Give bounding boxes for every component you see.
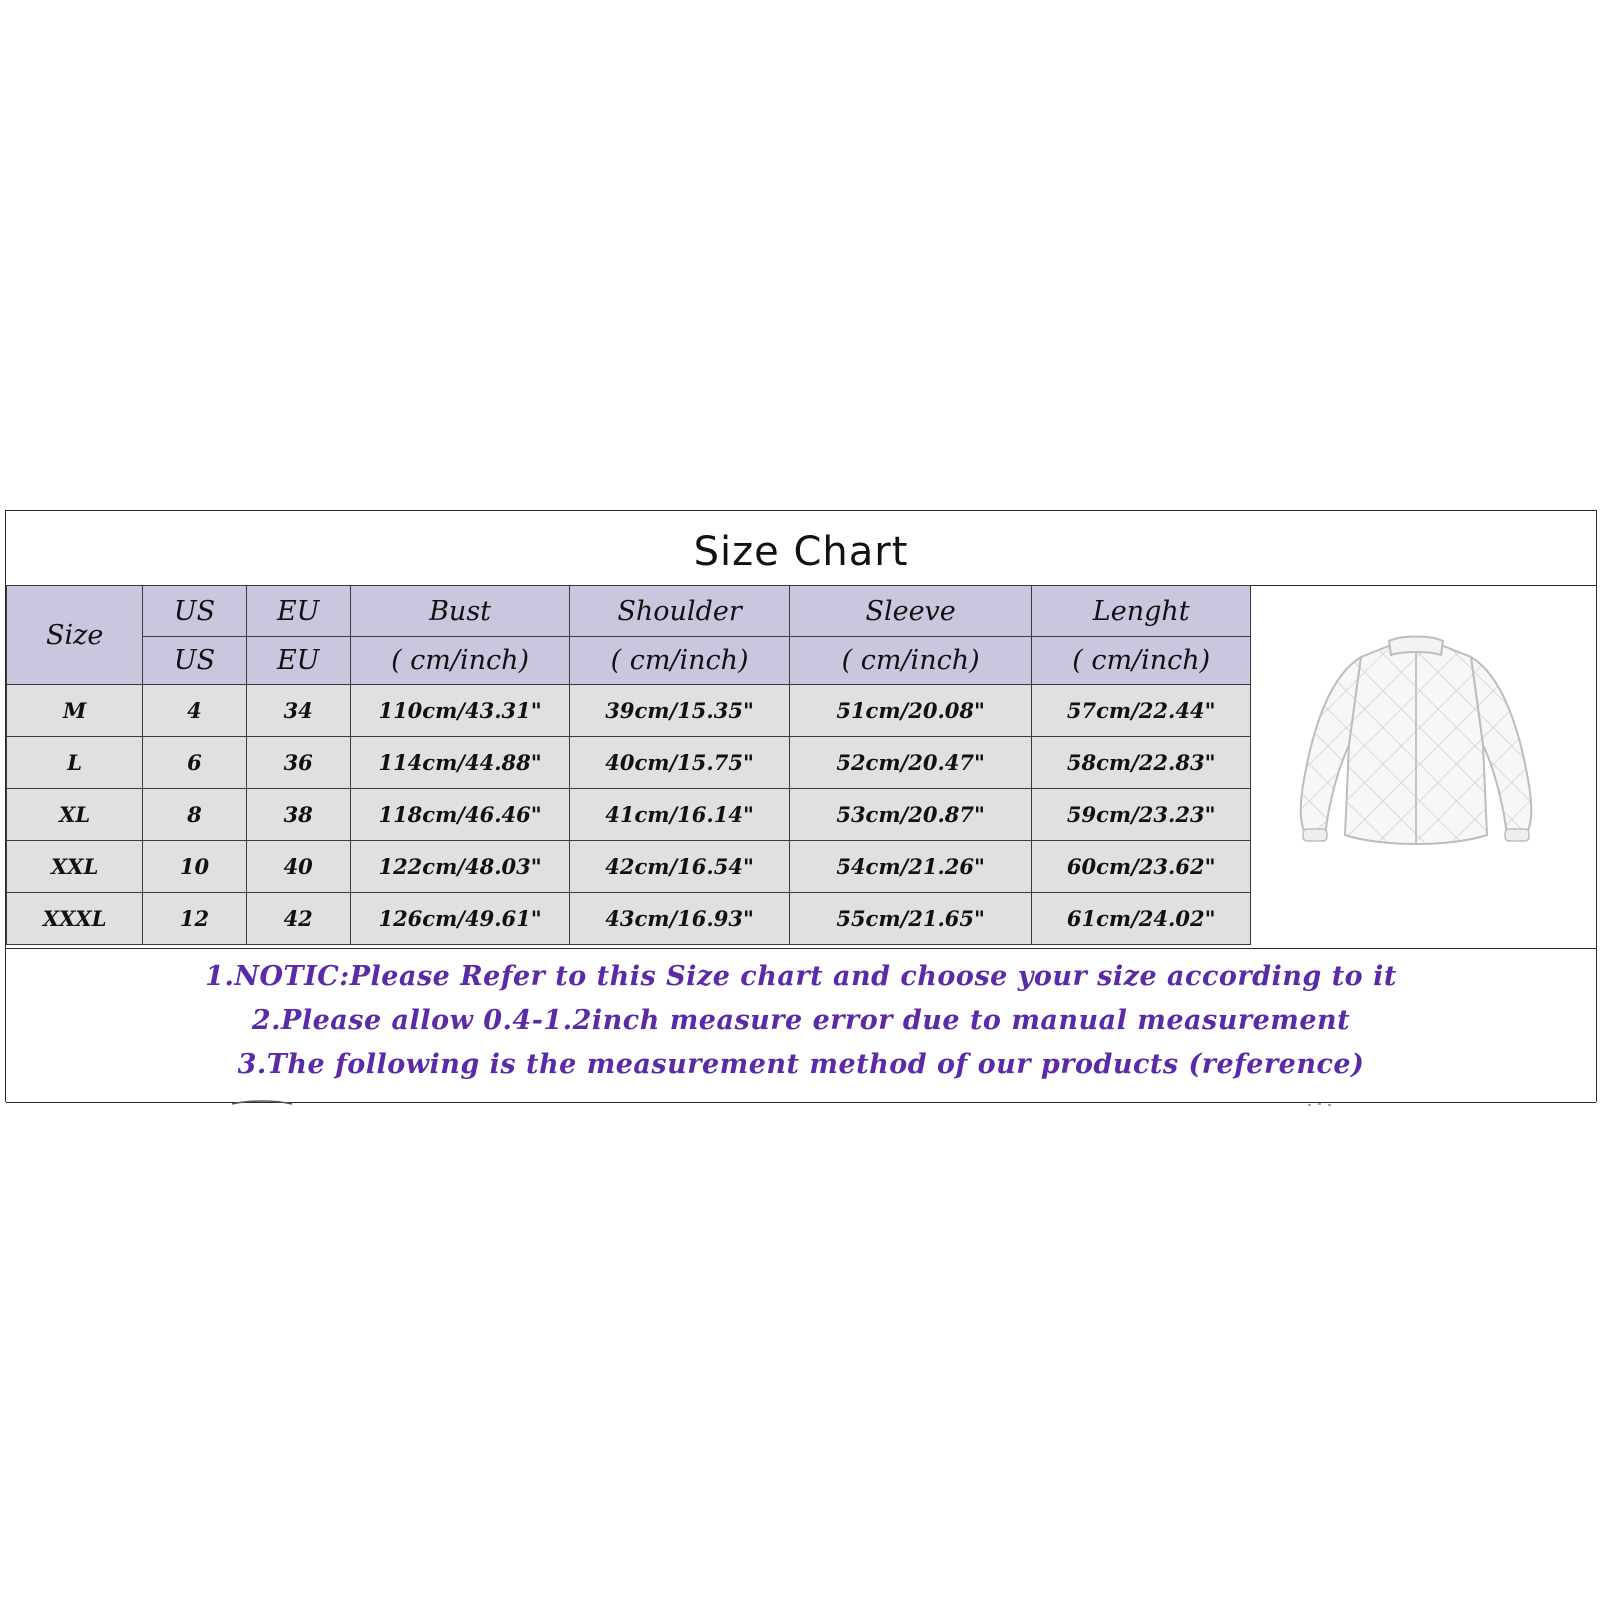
- cell-length: 59cm/23.23": [1032, 789, 1251, 841]
- header-eu: EU: [246, 586, 350, 637]
- cell-shoulder: 39cm/15.35": [570, 685, 790, 737]
- header-us: US: [143, 586, 246, 637]
- cell-bust: 122cm/48.03": [350, 841, 570, 893]
- notes-section: [6, 948, 1596, 1103]
- unit-sleeve: ( cm/inch): [789, 637, 1032, 685]
- table-row: [7, 841, 1251, 893]
- header-length: Lenght: [1032, 586, 1251, 637]
- cell-sleeve: 52cm/20.47": [789, 737, 1032, 789]
- cell-size: XXL: [7, 841, 143, 893]
- table-row: [7, 737, 1251, 789]
- cell-bust: 110cm/43.31": [350, 685, 570, 737]
- size-table: [6, 585, 1251, 945]
- title-band: [6, 511, 1596, 586]
- jacket-illustration: [1291, 635, 1541, 875]
- cell-size: M: [7, 685, 143, 737]
- cell-size: XXXL: [7, 893, 143, 945]
- chart-title: Size Chart: [693, 529, 909, 575]
- cell-bust: 118cm/46.46": [350, 789, 570, 841]
- note-3: 3.The following is the measurement method of our products (reference): [237, 1049, 1365, 1080]
- cell-length: 57cm/22.44": [1032, 685, 1251, 737]
- cell-sleeve: 54cm/21.26": [789, 841, 1032, 893]
- cell-eu: 40: [246, 841, 350, 893]
- header-bust: Bust: [350, 586, 570, 637]
- cell-sleeve: 51cm/20.08": [789, 685, 1032, 737]
- cell-sleeve: 53cm/20.87": [789, 789, 1032, 841]
- cell-size: XL: [7, 789, 143, 841]
- cell-bust: 114cm/44.88": [350, 737, 570, 789]
- cell-length: 58cm/22.83": [1032, 737, 1251, 789]
- header-size: Size: [7, 586, 143, 685]
- cell-length: 60cm/23.62": [1032, 841, 1251, 893]
- cell-length: 61cm/24.02": [1032, 893, 1251, 945]
- note-2: 2.Please allow 0.4-1.2inch measure error due to manual measurement: [251, 1005, 1351, 1036]
- cell-eu: 34: [246, 685, 350, 737]
- unit-bust: ( cm/inch): [350, 637, 570, 685]
- unit-us: US: [143, 637, 246, 685]
- cell-shoulder: 42cm/16.54": [570, 841, 790, 893]
- cell-us: 4: [143, 685, 246, 737]
- unit-shoulder: ( cm/inch): [570, 637, 790, 685]
- cut-off-marks: [0, 1100, 1600, 1108]
- cell-us: 8: [143, 789, 246, 841]
- cell-shoulder: 43cm/16.93": [570, 893, 790, 945]
- cell-shoulder: 40cm/15.75": [570, 737, 790, 789]
- cell-us: 12: [143, 893, 246, 945]
- table-row: [7, 893, 1251, 945]
- header-shoulder: Shoulder: [570, 586, 790, 637]
- size-chart-sheet: [5, 510, 1597, 1102]
- table-row: [7, 685, 1251, 737]
- cell-us: 10: [143, 841, 246, 893]
- cell-eu: 36: [246, 737, 350, 789]
- header-row: [7, 586, 1251, 637]
- cell-sleeve: 55cm/21.65": [789, 893, 1032, 945]
- cell-size: L: [7, 737, 143, 789]
- note-1: 1.NOTIC:Please Refer to this Size chart and choose your size according to it: [205, 961, 1397, 992]
- unit-eu: EU: [246, 637, 350, 685]
- unit-row: [7, 637, 1251, 685]
- cell-eu: 38: [246, 789, 350, 841]
- unit-length: ( cm/inch): [1032, 637, 1251, 685]
- cell-eu: 42: [246, 893, 350, 945]
- cell-bust: 126cm/49.61": [350, 893, 570, 945]
- product-image: [1251, 585, 1596, 948]
- table-row: [7, 789, 1251, 841]
- cell-us: 6: [143, 737, 246, 789]
- cell-shoulder: 41cm/16.14": [570, 789, 790, 841]
- header-sleeve: Sleeve: [789, 586, 1032, 637]
